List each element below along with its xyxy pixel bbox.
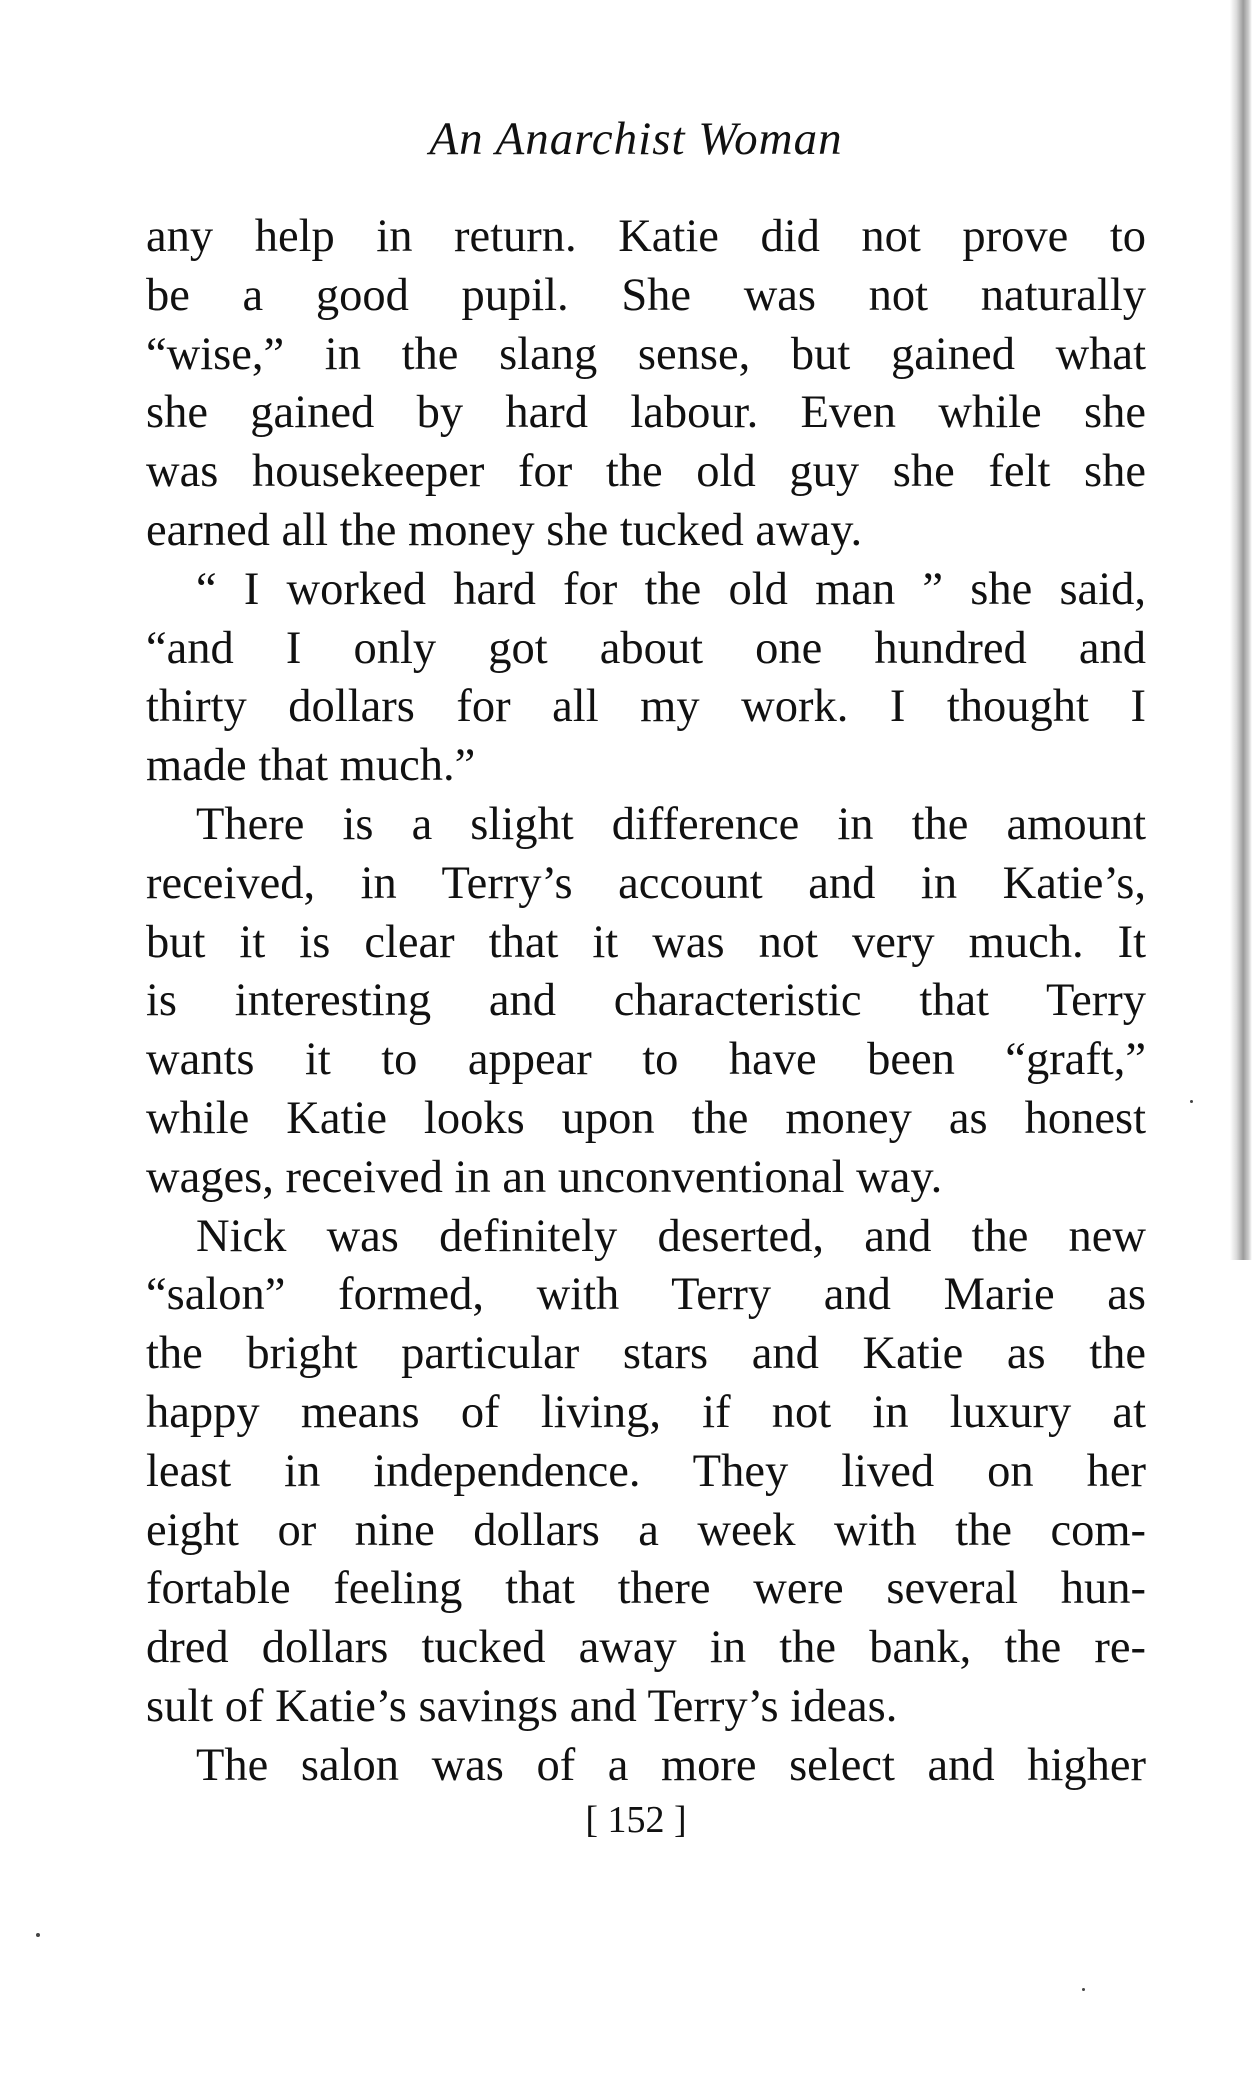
text-line: is interesting and characteristic that Terry [146, 975, 1146, 1027]
text-line: The salon was of a more select and higher [196, 1739, 1146, 1791]
text-line: sult of Katie’s savings and Terry’s ideas. [146, 1680, 898, 1732]
text-line: “salon” formed, with Terry and Marie as [146, 1269, 1146, 1321]
page-number: [ 152 ] [585, 1799, 687, 1841]
binding-shadow [1230, 0, 1252, 1260]
text-line: the bright particular stars and Katie as the [146, 1328, 1146, 1380]
text-line: dred dollars tucked away in the bank, the re- [146, 1622, 1146, 1674]
text-line: fortable feeling that there were several hun- [146, 1563, 1146, 1615]
text-line: “and I only got about one hundred and [146, 622, 1146, 674]
text-line: “wise,” in the slang sense, but gained what [146, 328, 1146, 380]
text-line: eight or nine dollars a week with the com- [146, 1504, 1146, 1556]
text-line: wages, received in an unconventional way. [146, 1151, 943, 1203]
text-line: made that much.” [146, 740, 476, 792]
text-line: happy means of living, if not in luxury at [146, 1386, 1146, 1438]
text-line: received, in Terry’s account and in Katie’s, [146, 857, 1146, 909]
print-speck [1190, 1100, 1193, 1103]
print-speck [36, 1933, 40, 1937]
text-line: earned all the money she tucked away. [146, 504, 863, 556]
text-line: “ I worked hard for the old man ” she said, [196, 563, 1146, 615]
text-line: least in independence. They lived on her [146, 1445, 1146, 1497]
running-head: An Anarchist Woman [429, 113, 843, 165]
text-line: Nick was definitely deserted, and the new [196, 1210, 1146, 1262]
text-line: There is a slight difference in the amount [196, 798, 1146, 850]
text-line: she gained by hard labour. Even while she [146, 387, 1146, 439]
body-text [146, 208, 1146, 1796]
print-speck [1082, 1988, 1085, 1991]
text-line: while Katie looks upon the money as honest [146, 1092, 1146, 1144]
text-line: was housekeeper for the old guy she felt she [146, 446, 1146, 498]
text-line: any help in return. Katie did not prove to [146, 211, 1146, 262]
text-line: thirty dollars for all my work. I thought I [146, 681, 1146, 733]
text-line: but it is clear that it was not very much. It [146, 916, 1146, 968]
text-line: wants it to appear to have been “graft,” [146, 1034, 1146, 1086]
text-line: be a good pupil. She was not naturally [146, 269, 1146, 321]
